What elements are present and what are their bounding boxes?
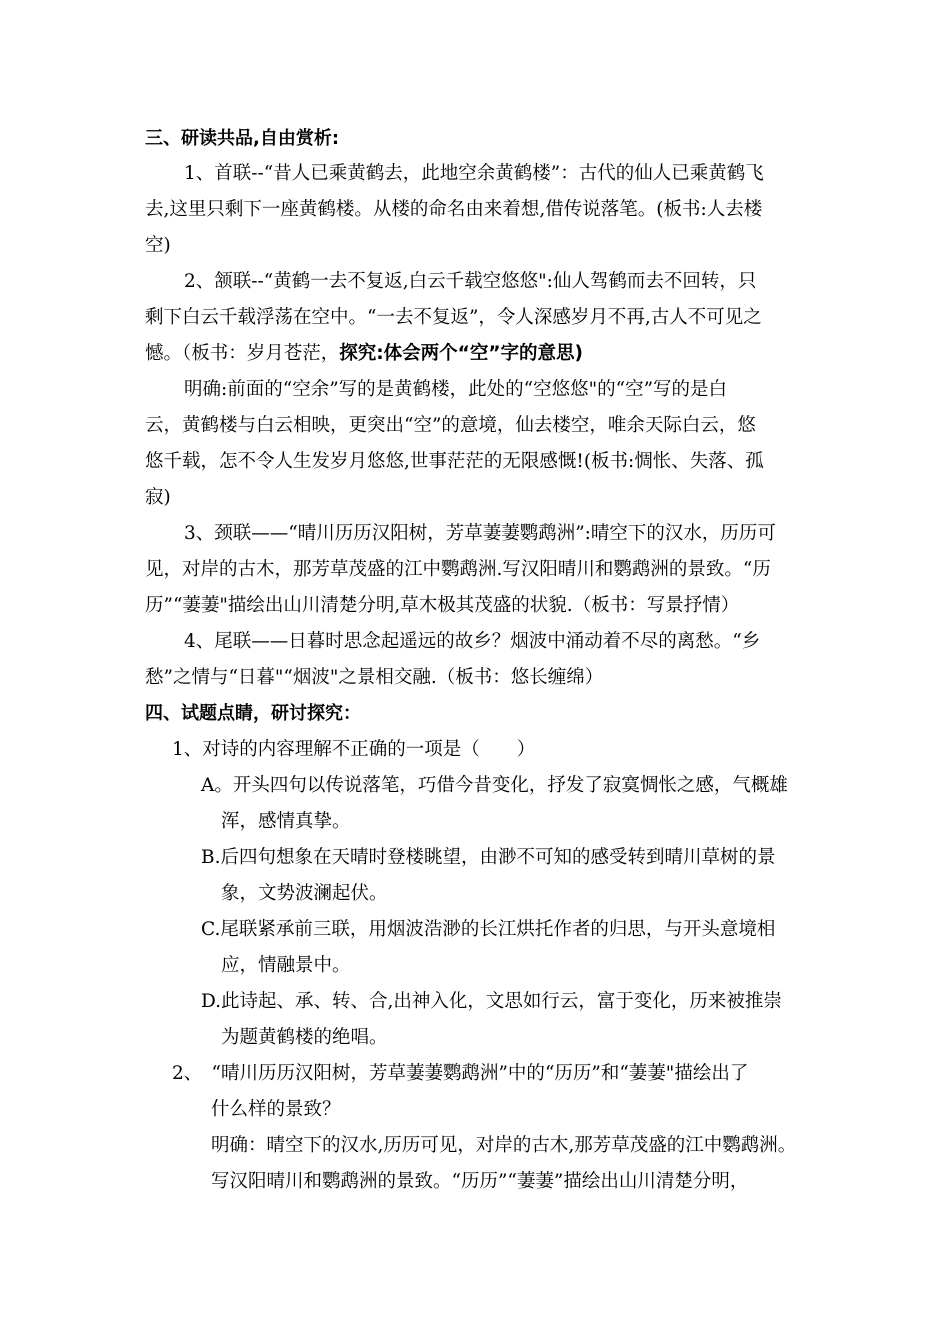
paragraph-line: 愁”之情与“日暮"“烟波"之景相交融.（板书：悠长缠绵） — [145, 667, 604, 688]
option-a-line: A。开头四句以传说落笔，巧借今昔变化，抒发了寂寞惆怅之感，气概雄 — [201, 775, 788, 796]
question-1: 1、对诗的内容理解不正确的一项是（ ） — [172, 739, 536, 760]
answer-line: 明确：晴空下的汉水,历历可见，对岸的古木,那芳草茂盛的江中鹦鹉洲。 — [211, 1135, 797, 1156]
answer-line: 写汉阳晴川和鹦鹉洲的景致。“历历”“萋萋”描绘出山川清楚分明， — [211, 1171, 749, 1192]
paragraph-line: 云，黄鹤楼与白云相映，更突出“空”的意境，仙去楼空，唯余天际白云，悠 — [145, 415, 756, 436]
option-d-line: 为题黄鹤楼的绝唱。 — [221, 1027, 388, 1048]
option-c-line: 应，情融景中。 — [221, 955, 351, 976]
section-4-heading: 四、试题点睛，研讨探究： — [145, 703, 361, 724]
paragraph-line: 明确:前面的“空余”写的是黄鹤楼，此处的“空悠悠"的“空”写的是白 — [184, 379, 728, 400]
paragraph-line: 去,这里只剩下一座黄鹤楼。从楼的命名由来着想,借传说落笔。(板书:人去楼 — [145, 199, 763, 220]
paragraph-line-mixed — [145, 341, 583, 367]
paragraph-line: 1、首联--“昔人已乘黄鹤去，此地空余黄鹤楼”：古代的仙人已乘黄鹤飞 — [184, 163, 764, 184]
option-b-line: 象，文势波澜起伏。 — [221, 883, 388, 904]
paragraph-line: 见，对岸的古木，那芳草茂盛的江中鹦鹉洲.写汉阳晴川和鹦鹉洲的景致。“历 — [145, 559, 771, 580]
option-a-line: 浑，感情真挚。 — [221, 811, 351, 832]
question-2-line: 什么样的景致？ — [211, 1099, 341, 1120]
paragraph-line: 4、尾联——日暮时思念起遥远的故乡？烟波中涌动着不尽的离愁。“乡 — [184, 631, 761, 652]
paragraph-line: 3、颈联——“晴川历历汉阳树，芳草萋萋鹦鹉洲”:晴空下的汉水，历历可 — [184, 523, 776, 544]
paragraph-line: 空) — [145, 235, 171, 256]
paragraph-line: 悠千载，怎不令人生发岁月悠悠,世事茫茫的无限感慨!(板书:惆怅、失落、孤 — [145, 451, 764, 472]
section-3-heading: 三、研读共品,自由赏析: — [145, 128, 340, 149]
question-2: 2、 “晴川历历汉阳树，芳草萋萋鹦鹉洲”中的“历历”和“萋萋"描绘出了 — [172, 1063, 749, 1084]
option-d-line: D.此诗起、承、转、合,出神入化，文思如行云，富于变化，历来被推崇 — [201, 991, 782, 1012]
paragraph-line: 2、颔联--“黄鹤一去不复返,白云千载空悠悠":仙人驾鹤而去不回转，只 — [184, 271, 757, 292]
explore-bold-text: 探究:体会两个“空”字的意思) — [339, 343, 583, 364]
option-c-line: C.尾联紧承前三联，用烟波浩渺的长江烘托作者的归思，与开头意境相 — [201, 919, 776, 940]
paragraph-line: 剩下白云千载浮荡在空中。“一去不复返”，令人深感岁月不再,古人不可见之 — [145, 307, 762, 328]
board-note-text: 憾。（板书：岁月苍茫， — [145, 343, 340, 364]
paragraph-line: 寂) — [145, 487, 171, 508]
paragraph-line: 历”“萋萋"描绘出山川清楚分明,草木极其茂盛的状貌.（板书：写景抒情） — [145, 595, 740, 616]
option-b-line: B.后四句想象在天晴时登楼眺望，由渺不可知的感受转到晴川草树的景 — [201, 847, 776, 868]
